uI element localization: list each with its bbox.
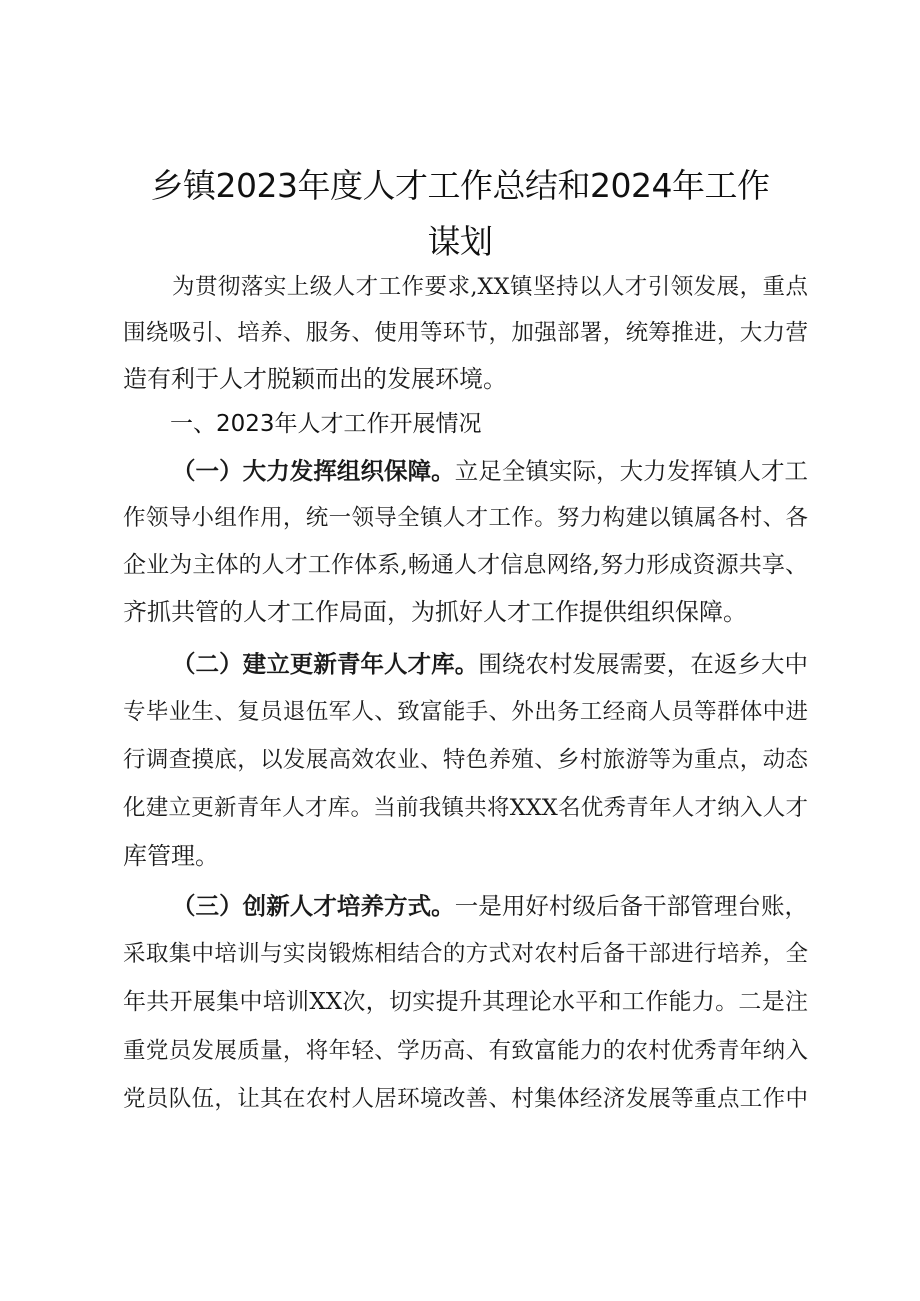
intro-line-3: 造有利于人才脱颖而出的发展环境。 xyxy=(123,365,507,393)
sub1-line: 齐抓共管的人才工作局面，为抓好人才工作提供组织保障。 xyxy=(123,598,747,626)
sub2-line: 专毕业生、复员退伍军人、致富能手、外出务工经商人员等群体中进 xyxy=(123,699,808,725)
sub1-line: 作领导小组作用，统一领导全镇人才工作。努力构建以镇属各村、各 xyxy=(123,505,808,531)
intro-line-1: 为贯彻落实上级人才工作要求,XX镇坚持以人才引领发展，重点 xyxy=(172,274,808,300)
document-title-line-2: 谋划 xyxy=(427,222,493,261)
sub2-lead: （二）建立更新青年人才库。 xyxy=(172,650,479,678)
sub3-lead: （三）创新人才培养方式。 xyxy=(172,892,455,920)
sub2-line: 行调查摸底，以发展高效农业、特色养殖、乡村旅游等为重点，动态 xyxy=(123,747,808,773)
sub1-first-rest: 立足全镇实际，大力发挥镇人才工 xyxy=(454,457,809,485)
section-heading: 一、2023年人才工作开展情况 xyxy=(170,411,482,437)
sub3-first-line xyxy=(172,891,808,921)
sub2-first-line xyxy=(172,649,808,679)
sub3-line: 年共开展集中培训XX次，切实提升其理论水平和工作能力。二是注 xyxy=(123,989,808,1015)
sub1-first-line xyxy=(172,456,808,486)
sub3-first-rest: 一是用好村级后备干部管理台账， xyxy=(454,892,809,920)
sub3-line: 重党员发展质量，将年轻、学历高、有致富能力的农村优秀青年纳入 xyxy=(123,1038,808,1064)
sub1-lead: （一）大力发挥组织保障。 xyxy=(172,457,455,485)
sub2-line: 化建立更新青年人才库。当前我镇共将XXX名优秀青年人才纳入人才 xyxy=(123,795,808,821)
intro-line-2: 围绕吸引、培养、服务、使用等环节，加强部署，统筹推进，大力营 xyxy=(123,320,808,346)
sub2-line: 库管理。 xyxy=(123,842,219,870)
sub3-line: 党员队伍，让其在农村人居环境改善、村集体经济发展等重点工作中 xyxy=(123,1086,808,1112)
sub3-line: 采取集中培训与实岗锻炼相结合的方式对农村后备干部进行培养，全 xyxy=(123,941,808,967)
document-title-line-1: 乡镇2023年度人才工作总结和2024年工作 xyxy=(150,166,770,205)
sub1-line: 企业为主体的人才工作体系,畅通人才信息网络,努力形成资源共享、 xyxy=(123,552,808,578)
sub2-first-rest: 围绕农村发展需要，在返乡大中 xyxy=(478,650,808,678)
